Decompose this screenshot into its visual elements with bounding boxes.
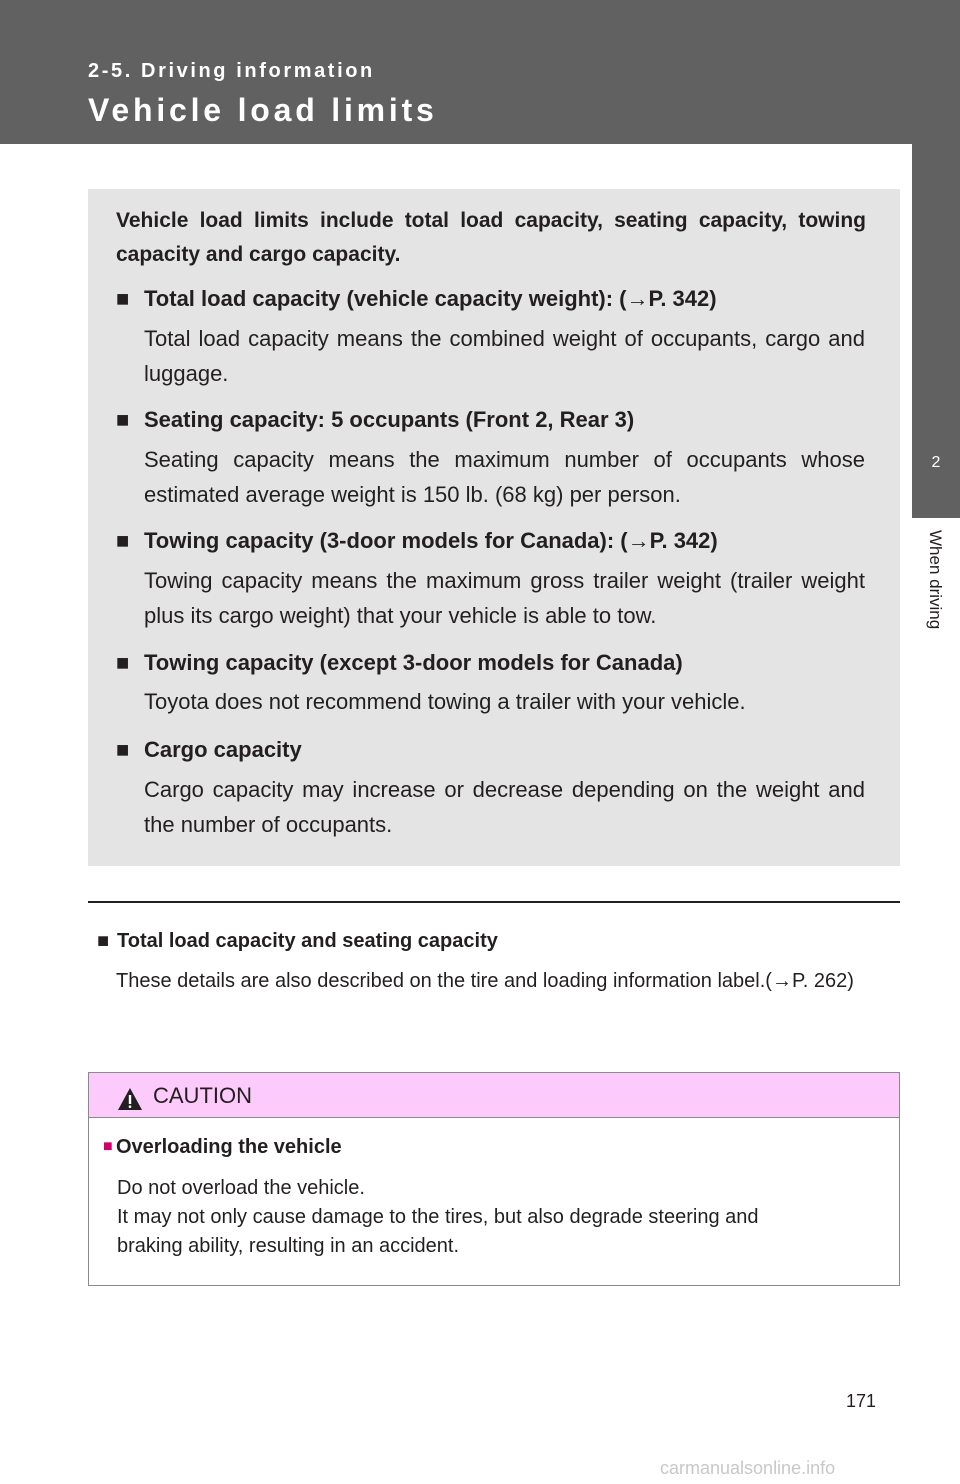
bullet-icon: ■: [116, 650, 130, 675]
caution-header: [89, 1073, 899, 1118]
item-body-seating: Seating capacity means the maximum number of occupants whose estimated average weight is 150 lb. (68 kg) per person.: [144, 447, 865, 507]
page-title: Vehicle load limits: [88, 92, 438, 128]
bullet-icon: ■: [116, 528, 130, 553]
caution-line: Do not overload the vehicle.: [117, 1177, 365, 1199]
item-body-towing-other: Toyota does not recommend towing a trailer with your vehicle.: [144, 689, 746, 714]
bullet-icon: ■: [116, 407, 130, 432]
note-heading: ■ Total load capacity and seating capacity: [97, 930, 498, 952]
item-heading-cargo: ■ Cargo capacity: [116, 737, 302, 762]
item-body-cargo: Cargo capacity may increase or decrease depending on the weight and the number of occupants.: [144, 777, 865, 837]
warning-triangle-icon: [117, 1087, 143, 1111]
bullet-icon: ■: [97, 930, 110, 952]
item-heading-seating: ■ Seating capacity: 5 occupants (Front 2, Rear 3): [116, 407, 635, 432]
chapter-label-container: [921, 530, 951, 670]
section-divider: [88, 901, 900, 903]
side-tab-bar: [912, 0, 960, 414]
item-body-total-load: Total load capacity means the combined weight of occupants, cargo and luggage.: [144, 326, 865, 386]
note-body: These details are also described on the tire and loading information label.(→P. 262): [116, 970, 854, 992]
item-heading-total-load: ■ Total load capacity (vehicle capacity weight): (→P. 342): [116, 286, 717, 311]
item-body-towing-canada: Towing capacity means the maximum gross trailer weight (trailer weight plus its cargo weight) that your vehicle is able to tow.: [144, 568, 865, 628]
page-header: [0, 0, 960, 144]
caution-title: CAUTION: [153, 1083, 252, 1108]
page-number: 171: [846, 1391, 877, 1411]
caution-heading: ■ Overloading the vehicle: [103, 1136, 342, 1158]
section-label: 2-5. Driving information: [88, 60, 375, 82]
item-heading-towing-other: ■ Towing capacity (except 3-door models for Canada): [116, 650, 683, 675]
caution-line: It may not only cause damage to the tires, but also degrade steering and: [117, 1206, 759, 1228]
summary-intro: Vehicle load limits include total load capacity, seating capacity, towing capacity and cargo capacity.: [116, 209, 866, 266]
chapter-tab: [912, 414, 960, 518]
chapter-label: When driving: [926, 530, 945, 630]
chapter-number: 2: [931, 454, 941, 471]
watermark: carmanualsonline.info: [660, 1458, 836, 1478]
bullet-icon: ■: [116, 737, 130, 762]
item-heading-towing-canada: ■ Towing capacity (3-door models for Canada): (→P. 342): [116, 528, 718, 553]
caution-line: braking ability, resulting in an accident.: [117, 1235, 460, 1257]
bullet-icon: ■: [103, 1138, 113, 1155]
bullet-icon: ■: [116, 286, 130, 311]
